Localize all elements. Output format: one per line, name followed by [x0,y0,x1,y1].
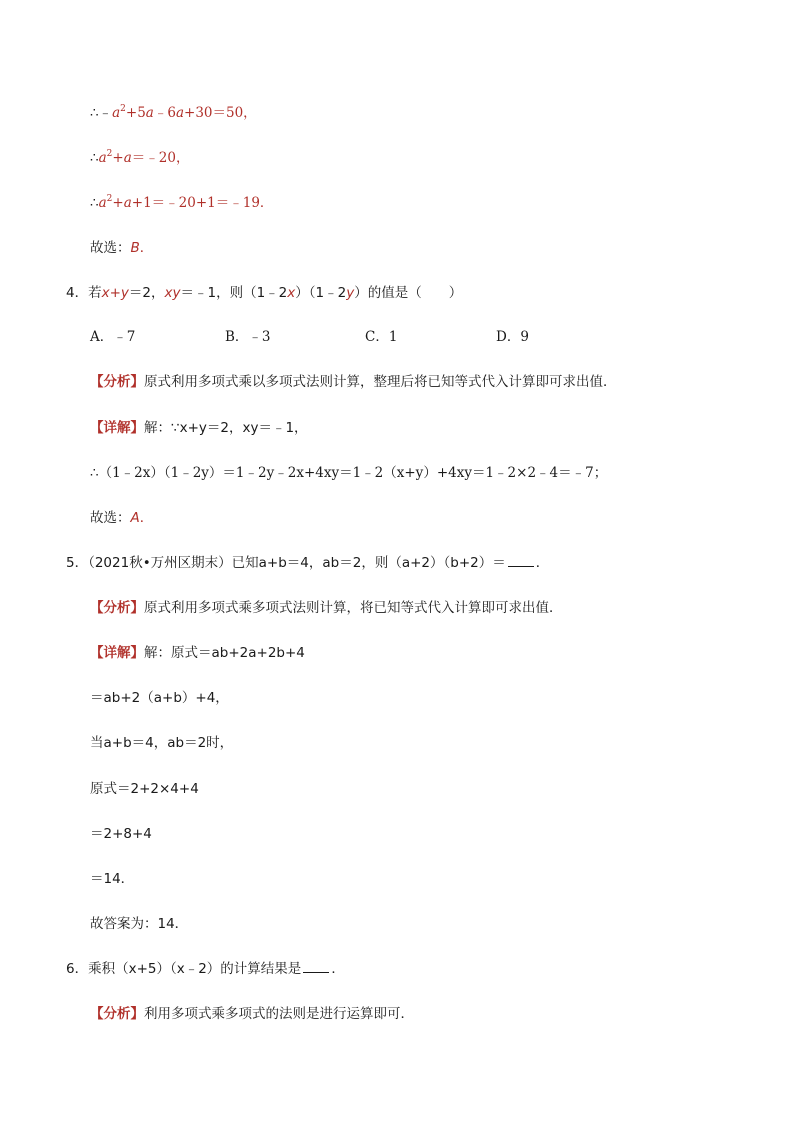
solution-step: ＝2+8+4 [90,826,152,842]
question-5-stem: 5．（2021秋•万州区期末）已知a+b＝4，ab＝2，则（a+2）（b+2）＝ ． [66,555,550,571]
question-6-stem: 6．乘积（x+5）（x﹣2）的计算结果是 ． [66,961,345,977]
question-4-detail: 【详解】解：∵x+y＝2，xy＝﹣1， [90,420,308,436]
question-4-stem: 4．若x+y＝2，xy＝﹣1，则（1﹣2x）（1﹣2y）的值是（ ） [66,285,463,301]
answer-blank [508,554,534,567]
question-6-analysis: 【分析】利用多项式乘多项式的法则是进行运算即可． [90,1006,414,1022]
option-b: B．﹣3 [225,329,271,345]
option-d: D．9 [496,329,529,345]
solution-line: $\therefore a^2+a=﹣20$， [90,149,190,166]
solution-step: 当a+b＝4，ab＝2时， [90,735,234,751]
answer-blank [303,960,329,973]
solution-step: ＝14． [90,871,135,887]
question-4-work: ∴（1﹣2x）（1﹣2y）＝1﹣2y﹣2x+4xy＝1﹣2（x+y）+4xy＝1﹣2×2﹣4＝﹣7； [90,465,608,481]
question-5-analysis: 【分析】原式利用多项式乘多项式法则计算，将已知等式代入计算即可求出值． [90,600,563,616]
option-a: A．﹣7 [90,329,136,345]
question-4-analysis: 【分析】原式利用多项式乘以多项式法则计算，整理后将已知等式代入计算即可求出值． [90,374,617,390]
question-4-options [90,328,590,346]
option-c: C．1 [365,329,398,345]
question-5-detail: 【详解】解：原式＝ab+2a+2b+4 [90,645,305,661]
question-5-answer: 故答案为：14． [90,916,189,932]
question-4-answer: 故选：A． [90,510,154,526]
answer-line: 故选：B． [90,240,154,256]
solution-step: 原式＝2+2×4+4 [90,781,199,797]
solution-line: $\therefore a^2+a+1=﹣20+1=﹣19$． [90,194,274,211]
solution-step: ＝ab+2（a+b）+4， [90,690,229,706]
solution-line: $\therefore﹣a^2+5a﹣6a+30=50$， [90,104,257,121]
